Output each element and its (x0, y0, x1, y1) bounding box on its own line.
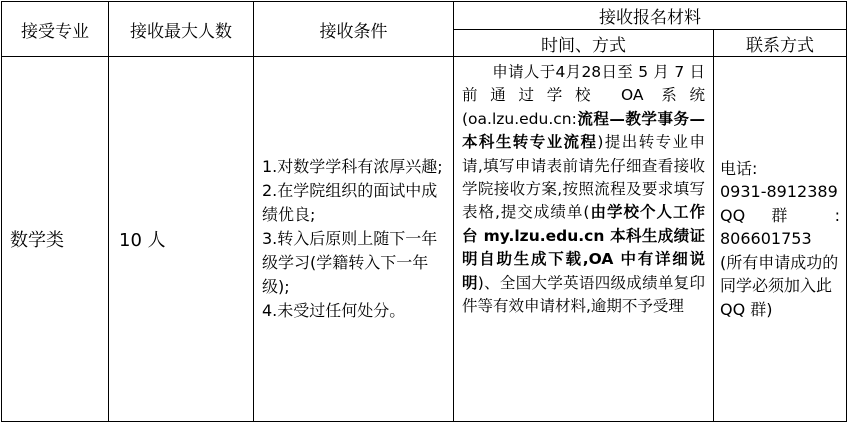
phone-label: 电话: (720, 158, 758, 178)
cell-max-count: 10 人 (109, 57, 254, 422)
header-major: 接受专业 (2, 2, 109, 57)
time-method-part3: )提出转专业申请,填写申请表前请先仔细查看接收学院接收方案,按照流程及要求填写表格,提交成绩单( (462, 133, 705, 222)
header-contact: 联系方式 (714, 30, 847, 57)
qq-label: QQ 群 : (720, 205, 840, 225)
transfer-major-table (1, 1, 847, 422)
cell-major: 数学类 (2, 57, 109, 422)
cell-conditions (254, 57, 454, 422)
header-time-method: 时间、方式 (454, 30, 714, 57)
condition-item: 4.未受过任何处分。 (262, 301, 406, 320)
phone-number: 0931-8912389 (720, 182, 838, 202)
table-row (2, 57, 847, 422)
transcript-instructions: 由学校个人工作台 my.lzu.edu.cn 本科生成绩证明自助生成下载,OA 中有详细说明 (462, 203, 705, 292)
condition-item: 2.在学院组织的面试中成绩优良; (262, 181, 438, 224)
cell-contact (714, 57, 847, 422)
header-materials: 接收报名材料 (454, 2, 847, 30)
oa-process-path: 流程—教学事务—本科生转专业流程 (462, 109, 705, 152)
qq-number: 806601753 (720, 229, 812, 249)
condition-item: 3.转入后原则上随下一年级学习(学籍转入下一年级); (262, 229, 438, 296)
time-method-text (462, 57, 705, 318)
contact-note: (所有申请成功的同学必须加入此 QQ 群) (720, 252, 839, 319)
condition-item: 1.对数学学科有浓厚兴趣; (262, 157, 443, 176)
time-method-part1: 申请人于4月28日至 5 月 7 日前通过学校 OA 系统(oa.lzu.edu.cn: (462, 63, 705, 128)
header-max-count: 接收最大人数 (109, 2, 254, 57)
time-method-part5: )、全国大学英语四级成绩单复印件等有效申请材料,逾期不予受理 (462, 273, 705, 316)
header-conditions: 接收条件 (254, 2, 454, 57)
cell-time-method (454, 57, 714, 422)
